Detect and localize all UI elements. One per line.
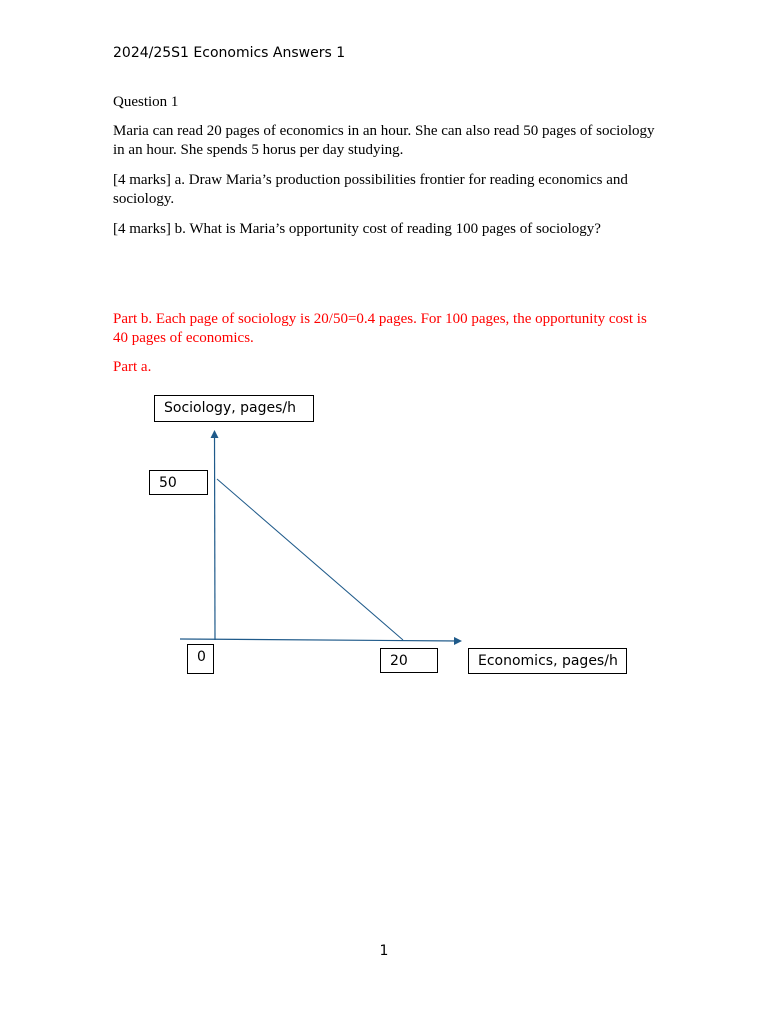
- answer-part-b: Part b. Each page of sociology is 20/50=0.4 pages. For 100 pages, the opportunity cost is 40 pages of economics.: [113, 311, 647, 346]
- origin-label: 0: [187, 644, 214, 674]
- page-number: 1: [379, 943, 389, 959]
- x-intercept-label: 20: [380, 648, 438, 673]
- y-intercept-label: 50: [149, 470, 208, 495]
- x-axis: [180, 639, 460, 641]
- document-header: 2024/25S1 Economics Answers 1: [113, 45, 346, 61]
- y-axis: [215, 432, 216, 640]
- y-axis-label: Sociology, pages/h: [154, 395, 314, 422]
- ppf-line: [217, 479, 403, 640]
- x-axis-label: Economics, pages/h: [468, 648, 627, 674]
- question-text: Maria can read 20 pages of economics in an hour. She can also read 50 pages of sociology in an hour. She spends 5 horus per day studying.: [113, 123, 655, 158]
- question-part-a: [4 marks] a. Draw Maria’s production possibilities frontier for reading economics and sociology.: [113, 172, 628, 207]
- question-part-b: [4 marks] b. What is Maria’s opportunity cost of reading 100 pages of sociology?: [113, 221, 601, 237]
- answer-part-a-label: Part a.: [113, 359, 152, 375]
- question-title: Question 1: [113, 94, 179, 110]
